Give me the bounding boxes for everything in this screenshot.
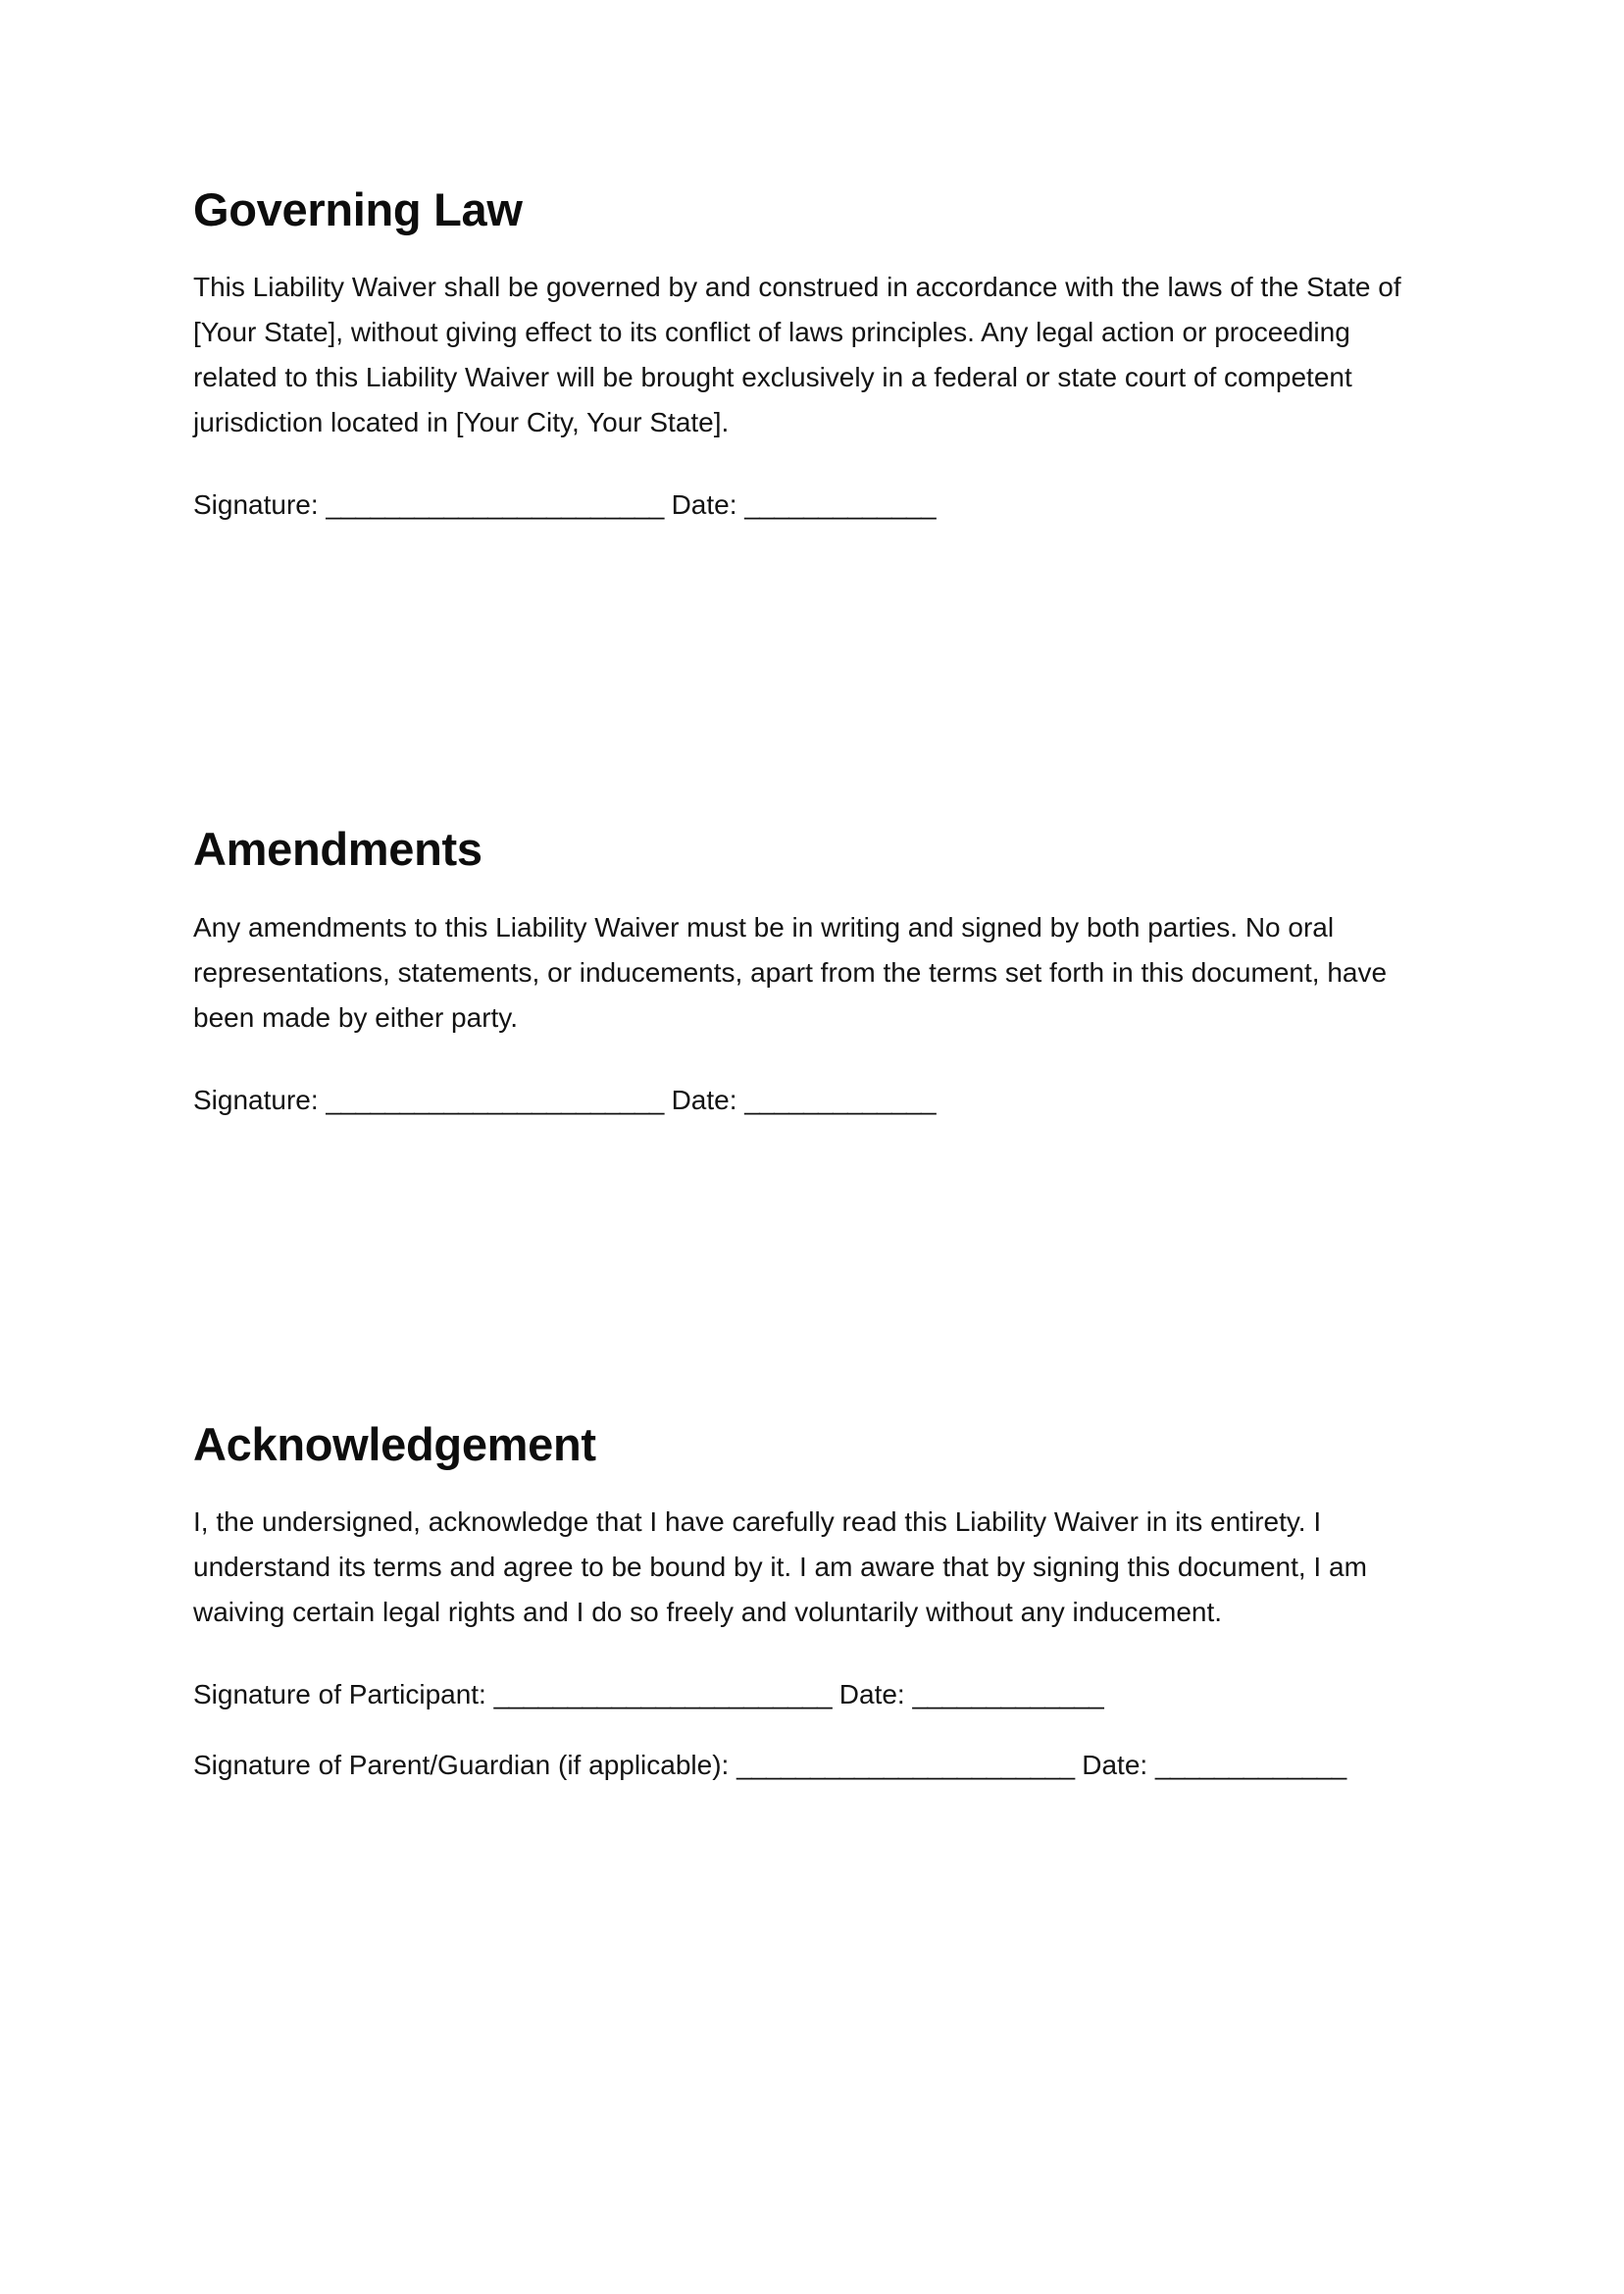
section-body-governing-law: This Liability Waiver shall be governed by and construed in accordance with the laws of the State of [Your State], without giving effect to its conflict of laws principles. Any legal action or proceeding related to this Liability Waiver will be brought exclusively in a federal or state court of competent jurisdiction located in [Your City, Your State]. xyxy=(193,272,1401,438)
signature-line-parent-guardian xyxy=(193,1743,1434,1788)
signature-label: Signature of Parent/Guardian (if applicable): xyxy=(193,1750,737,1781)
section-governing-law xyxy=(193,182,1434,528)
signature-rule[interactable]: _______________________ xyxy=(736,1750,1075,1781)
document-content xyxy=(193,182,1434,1788)
signature-rule[interactable]: _______________________ xyxy=(326,489,664,521)
date-label: Date: xyxy=(1074,1750,1155,1781)
date-label: Date: xyxy=(663,489,745,521)
section-body-amendments: Any amendments to this Liability Waiver must be in writing and signed by both parties. No oral representations, statements, or inducements, apart from the terms set forth in this document, have been made by either party. xyxy=(193,911,1388,1033)
signature-label: Signature of Participant: xyxy=(193,1679,494,1710)
section-heading-amendments: Amendments xyxy=(193,823,482,876)
section-amendments xyxy=(193,822,1434,1122)
signature-label: Signature: xyxy=(193,489,327,521)
signature-label: Signature: xyxy=(193,1084,327,1115)
section-heading-acknowledgement: Acknowledgement xyxy=(193,1417,596,1470)
date-rule[interactable]: _____________ xyxy=(744,1084,936,1115)
date-label: Date: xyxy=(832,1679,913,1710)
section-heading-governing-law: Governing Law xyxy=(193,183,523,235)
signature-line xyxy=(193,483,1434,528)
signature-line-participant xyxy=(193,1672,1434,1717)
signature-line xyxy=(193,1078,1434,1123)
signature-rule[interactable]: _______________________ xyxy=(326,1084,664,1115)
section-body-acknowledgement: I, the undersigned, acknowledge that I have carefully read this Liability Waiver in its entirety. I understand its terms and agree to be bound by it. I am aware that by signing this document, I am waiving certain legal rights and I do so freely and voluntarily without any inducement. xyxy=(193,1506,1367,1628)
date-label: Date: xyxy=(663,1084,745,1115)
date-rule[interactable]: _____________ xyxy=(744,489,936,521)
signature-rule[interactable]: _______________________ xyxy=(493,1679,832,1710)
date-rule[interactable]: _____________ xyxy=(912,1679,1104,1710)
section-acknowledgement xyxy=(193,1417,1434,1788)
date-rule[interactable]: _____________ xyxy=(1154,1750,1346,1781)
